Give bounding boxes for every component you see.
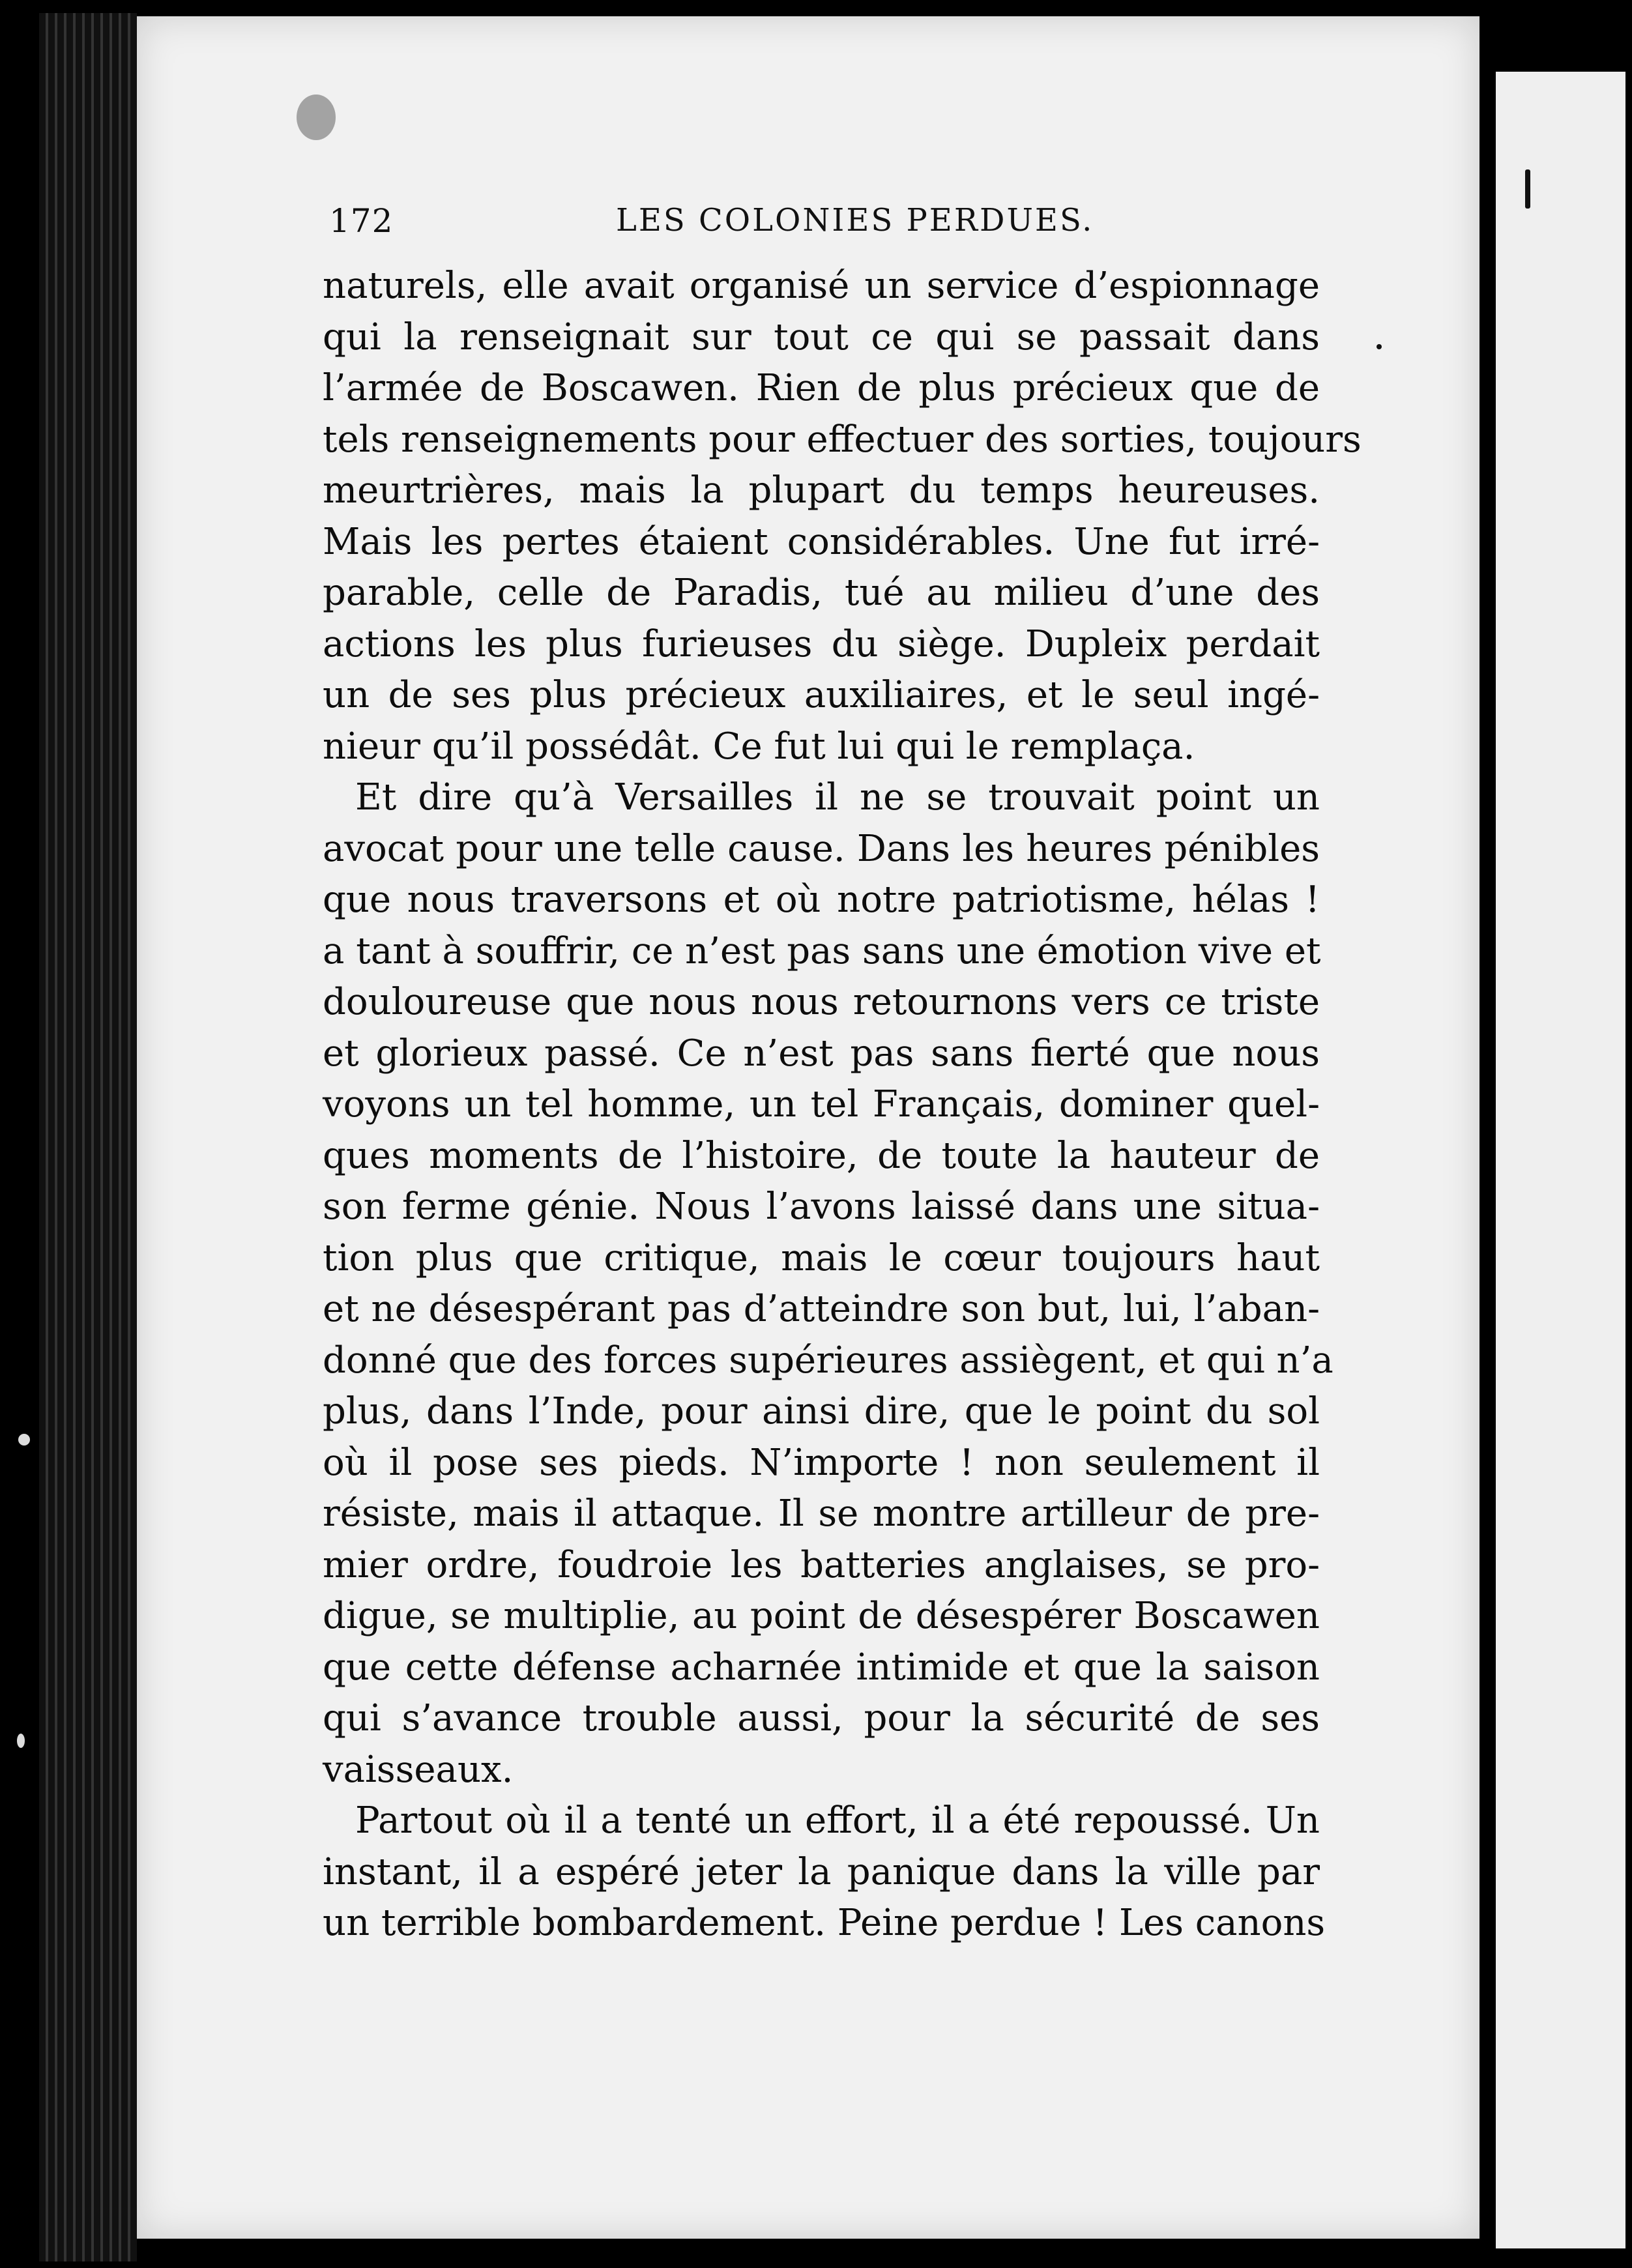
text-line: voyons un tel homme, un tel Français, dominer quel- [323,1083,1320,1126]
text-line: son ferme génie. Nous l’avons laissé dans une situa- [323,1185,1320,1228]
text-line: et ne désespérant pas d’atteindre son but, lui, l’aban- [323,1288,1320,1330]
text-line: plus, dans l’Inde, pour ainsi dire, que le point du sol [323,1390,1320,1432]
dust-speck [1525,169,1530,209]
text-line: donné que des forces supérieures assiègent, et qui n’a [323,1339,1333,1382]
text-line: digue, se multiplie, au point de désespérer Boscawen [323,1595,1320,1637]
text-line: mier ordre, foudroie les batteries anglaises, se pro- [323,1543,1320,1586]
text-line: tion plus que critique, mais le cœur toujours haut [323,1236,1320,1279]
ink-blot [297,94,336,140]
text-line: tels renseignements pour effectuer des sorties, toujours [323,418,1362,461]
text-line: ques moments de l’histoire, de toute la hauteur de [323,1134,1320,1177]
text-line: avocat pour une telle cause. Dans les heures pénibles [323,827,1320,870]
text-line: naturels, elle avait organisé un service d’espionnage [323,265,1320,307]
text-line: a tant à souffrir, ce n’est pas sans une émotion vive et [323,929,1321,972]
dust-speck [1377,344,1382,349]
text-line: qui s’avance trouble aussi, pour la sécurité de ses [323,1697,1320,1739]
running-title: LES COLONIES PERDUES. [616,202,1094,239]
text-line: que cette défense acharnée intimide et que la saison [323,1646,1320,1689]
dust-speck [17,1734,25,1748]
text-line: Partout où il a tenté un effort, il a été repoussé. Un [355,1799,1320,1842]
text-line: un terrible bombardement. Peine perdue ! Les canons [323,1902,1326,1944]
text-line: qui la renseignait sur tout ce qui se passait dans [323,315,1320,358]
text-line: Mais les pertes étaient considérables. Une fut irré- [323,520,1320,563]
text-line: instant, il a espéré jeter la panique dans la ville par [323,1850,1320,1893]
page-number: 172 [329,202,394,240]
text-line: actions les plus furieuses du siège. Dupleix perdait [323,622,1320,665]
text-line: que nous traversons et où notre patriotisme, hélas ! [323,879,1320,921]
text-line: Et dire qu’à Versailles il ne se trouvait point un [355,776,1320,819]
facing-page-edge [1496,72,1626,2248]
body-text [323,261,1362,1949]
text-line: résiste, mais il attaque. Il se montre artilleur de pre- [323,1492,1320,1535]
text-line: où il pose ses pieds. N’importe ! non seulement il [323,1441,1320,1484]
text-line: nieur qu’il possédât. Ce fut lui qui le remplaça. [323,725,1195,768]
text-line: meurtrières, mais la plupart du temps heureuses. [323,469,1320,512]
text-line: et glorieux passé. Ce n’est pas sans fierté que nous [323,1032,1320,1075]
text-line: parable, celle de Paradis, tué au milieu d’une des [323,572,1320,614]
scan-right-border [1625,0,1632,2268]
text-line: l’armée de Boscawen. Rien de plus précieux que de [323,367,1320,409]
text-line: vaisseaux. [323,1748,514,1791]
text-line: douloureuse que nous nous retournons vers ce triste [323,981,1320,1023]
dust-speck [18,1434,30,1446]
book-gutter [1479,13,1496,2242]
text-line: un de ses plus précieux auxiliaires, et le seul ingé- [323,674,1320,716]
page-header [329,196,1378,254]
book-page-edges [39,13,137,2261]
